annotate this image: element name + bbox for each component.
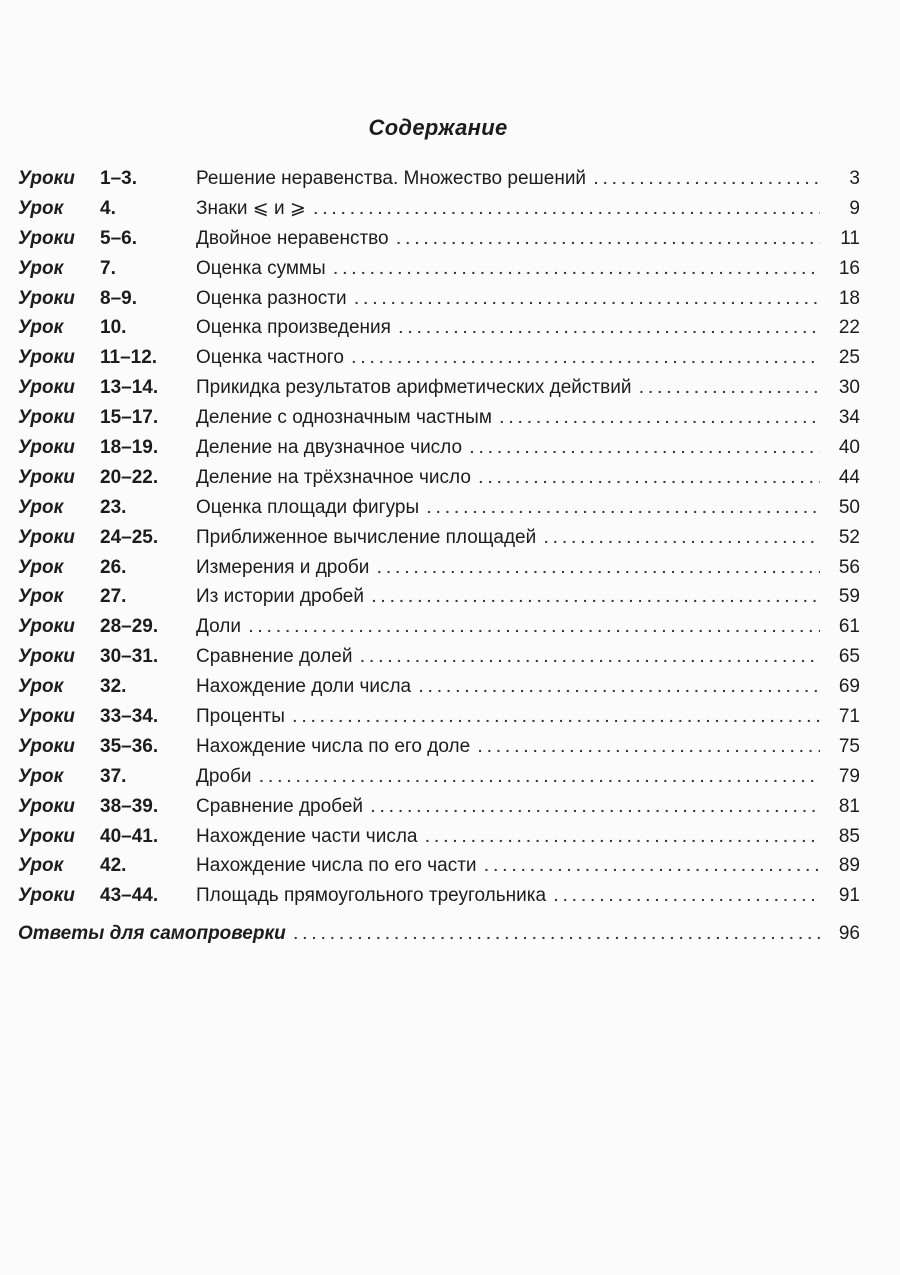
answers-label: Ответы для самопроверки (18, 922, 286, 944)
dot-leader (377, 558, 820, 578)
page-number: 69 (838, 676, 860, 698)
toc-row (18, 762, 860, 792)
lesson-topic: Площадь прямоугольного треугольника (196, 885, 547, 907)
lesson-topic: Оценка частного (196, 347, 344, 369)
lesson-topic: Сравнение долей (196, 646, 353, 668)
toc-row (18, 553, 860, 583)
toc-row (18, 792, 860, 822)
lesson-topic: Двойное неравенство (196, 227, 389, 249)
lesson-kind: Урок (18, 676, 64, 698)
lesson-number: 8–9. (100, 287, 137, 309)
dot-leader (360, 647, 820, 667)
lesson-number: 10. (100, 317, 127, 339)
lesson-kind: Уроки (18, 167, 75, 189)
page-number: 30 (838, 377, 860, 399)
dot-leader (260, 767, 821, 787)
lesson-number: 18–19. (100, 436, 159, 458)
dot-leader (334, 259, 820, 279)
dot-leader (427, 498, 820, 518)
dot-leader (554, 886, 820, 906)
dot-leader (293, 707, 820, 727)
page-number: 61 (838, 616, 860, 638)
toc-row (18, 732, 860, 762)
lesson-number: 28–29. (100, 616, 159, 638)
page-number: 89 (838, 855, 860, 877)
lesson-number: 43–44. (100, 885, 159, 907)
lesson-number: 37. (100, 765, 127, 787)
lesson-number: 5–6. (100, 227, 137, 249)
lesson-number: 26. (100, 556, 127, 578)
toc-row (18, 702, 860, 732)
lesson-number: 13–14. (100, 377, 159, 399)
page-number: 71 (838, 705, 860, 727)
lesson-number: 15–17. (100, 407, 159, 429)
lesson-topic: Приближенное вычисление площадей (196, 526, 537, 548)
toc-row (18, 612, 860, 642)
lesson-number: 33–34. (100, 705, 159, 727)
page-number: 85 (838, 825, 860, 847)
lesson-topic: Измерения и дроби (196, 556, 370, 578)
toc-row (18, 194, 860, 224)
dot-leader (594, 169, 820, 189)
lesson-number: 32. (100, 676, 127, 698)
lesson-topic: Решение неравенства. Множество решений (196, 167, 587, 189)
page-number: 34 (838, 407, 860, 429)
page-number: 52 (838, 526, 860, 548)
lesson-kind: Уроки (18, 616, 75, 638)
toc-row-answers (18, 919, 860, 949)
toc-row (18, 851, 860, 881)
lesson-number: 27. (100, 586, 127, 608)
dot-leader (470, 438, 820, 458)
page-number: 11 (840, 227, 860, 249)
page-number: 9 (849, 197, 860, 219)
lesson-number: 4. (100, 197, 116, 219)
toc-row (18, 373, 860, 403)
lesson-number: 7. (100, 257, 116, 279)
dot-leader (399, 318, 820, 338)
lesson-kind: Уроки (18, 287, 75, 309)
lesson-kind: Уроки (18, 436, 75, 458)
page-number: 56 (838, 556, 860, 578)
lesson-kind: Уроки (18, 347, 75, 369)
lesson-number: 24–25. (100, 526, 159, 548)
lesson-topic: Оценка суммы (196, 257, 326, 279)
lesson-kind: Урок (18, 496, 64, 518)
dot-leader (294, 924, 820, 944)
lesson-kind: Уроки (18, 825, 75, 847)
page-title: Содержание (368, 115, 508, 140)
toc-row (18, 523, 860, 553)
lesson-topic: Нахождение части числа (196, 825, 418, 847)
lesson-topic: Деление на трёхзначное число (196, 466, 471, 488)
lesson-topic: Доли (196, 616, 241, 638)
answers-entry (18, 919, 860, 949)
lesson-kind: Урок (18, 556, 64, 578)
dot-leader (249, 617, 820, 637)
toc-row (18, 822, 860, 852)
lesson-number: 20–22. (100, 466, 159, 488)
lesson-kind: Уроки (18, 885, 75, 907)
lesson-topic: Деление с однозначным частным (196, 407, 492, 429)
page-number: 25 (838, 347, 860, 369)
lesson-kind: Урок (18, 257, 64, 279)
toc-row (18, 493, 860, 523)
toc-row (18, 672, 860, 702)
lesson-topic: Оценка площади фигуры (196, 496, 420, 518)
lesson-kind: Урок (18, 317, 64, 339)
toc-row (18, 313, 860, 343)
dot-leader (371, 797, 820, 817)
dot-leader (352, 348, 820, 368)
lesson-number: 35–36. (100, 735, 159, 757)
toc-row (18, 164, 860, 194)
lesson-topic: Проценты (196, 705, 285, 727)
lesson-kind: Урок (18, 197, 64, 219)
dot-leader (639, 378, 820, 398)
toc-row (18, 463, 860, 493)
dot-leader (314, 199, 820, 219)
lesson-number: 40–41. (100, 825, 159, 847)
lesson-kind: Уроки (18, 466, 75, 488)
lesson-kind: Урок (18, 586, 64, 608)
lesson-number: 1–3. (100, 167, 137, 189)
lesson-number: 23. (100, 496, 127, 518)
lesson-topic: Дроби (196, 765, 252, 787)
toc-row (18, 642, 860, 672)
lesson-topic: Нахождение числа по его доле (196, 735, 471, 757)
lesson-kind: Уроки (18, 735, 75, 757)
lesson-kind: Урок (18, 855, 64, 877)
lesson-topic: Знаки ⩽ и ⩾ (196, 198, 306, 220)
lesson-number: 11–12. (100, 347, 158, 369)
toc-row (18, 403, 860, 433)
lesson-number: 38–39. (100, 795, 159, 817)
lesson-topic: Нахождение числа по его части (196, 855, 477, 877)
page-number: 79 (838, 765, 860, 787)
toc-row (18, 224, 860, 254)
page-number: 81 (838, 795, 860, 817)
page-number: 44 (838, 466, 860, 488)
page-number: 65 (838, 646, 860, 668)
page-number: 22 (838, 317, 860, 339)
lesson-kind: Уроки (18, 377, 75, 399)
lesson-kind: Уроки (18, 795, 75, 817)
toc-row (18, 343, 860, 373)
page-number: 50 (838, 496, 860, 518)
lesson-kind: Уроки (18, 227, 75, 249)
page-number: 40 (838, 436, 860, 458)
dot-leader (478, 737, 820, 757)
table-of-contents (18, 164, 860, 911)
toc-row (18, 254, 860, 284)
lesson-topic: Оценка произведения (196, 317, 391, 339)
dot-leader (355, 289, 820, 309)
page-number: 91 (838, 885, 860, 907)
lesson-number: 30–31. (100, 646, 159, 668)
page-number: 18 (838, 287, 860, 309)
lesson-kind: Уроки (18, 646, 75, 668)
lesson-topic: Нахождение доли числа (196, 676, 412, 698)
dot-leader (372, 587, 820, 607)
lesson-topic: Оценка разности (196, 287, 347, 309)
lesson-kind: Урок (18, 765, 64, 787)
dot-leader (419, 677, 820, 697)
page-number: 16 (838, 257, 860, 279)
lesson-kind: Уроки (18, 705, 75, 727)
toc-row (18, 582, 860, 612)
dot-leader (397, 229, 820, 249)
dot-leader (485, 856, 820, 876)
lesson-topic: Сравнение дробей (196, 795, 364, 817)
lesson-kind: Уроки (18, 407, 75, 429)
dot-leader (479, 468, 820, 488)
toc-row (18, 433, 860, 463)
dot-leader (544, 528, 820, 548)
toc-row (18, 284, 860, 314)
page-number: 3 (849, 167, 860, 189)
lesson-topic: Из истории дробей (196, 586, 364, 608)
page-number: 75 (838, 735, 860, 757)
dot-leader (425, 827, 820, 847)
dot-leader (500, 408, 820, 428)
page-number: 59 (838, 586, 860, 608)
toc-row (18, 881, 860, 911)
lesson-number: 42. (100, 855, 127, 877)
lesson-kind: Уроки (18, 526, 75, 548)
lesson-topic: Деление на двузначное число (196, 436, 463, 458)
lesson-topic: Прикидка результатов арифметических действий (196, 377, 632, 399)
answers-page-number: 96 (838, 922, 860, 944)
